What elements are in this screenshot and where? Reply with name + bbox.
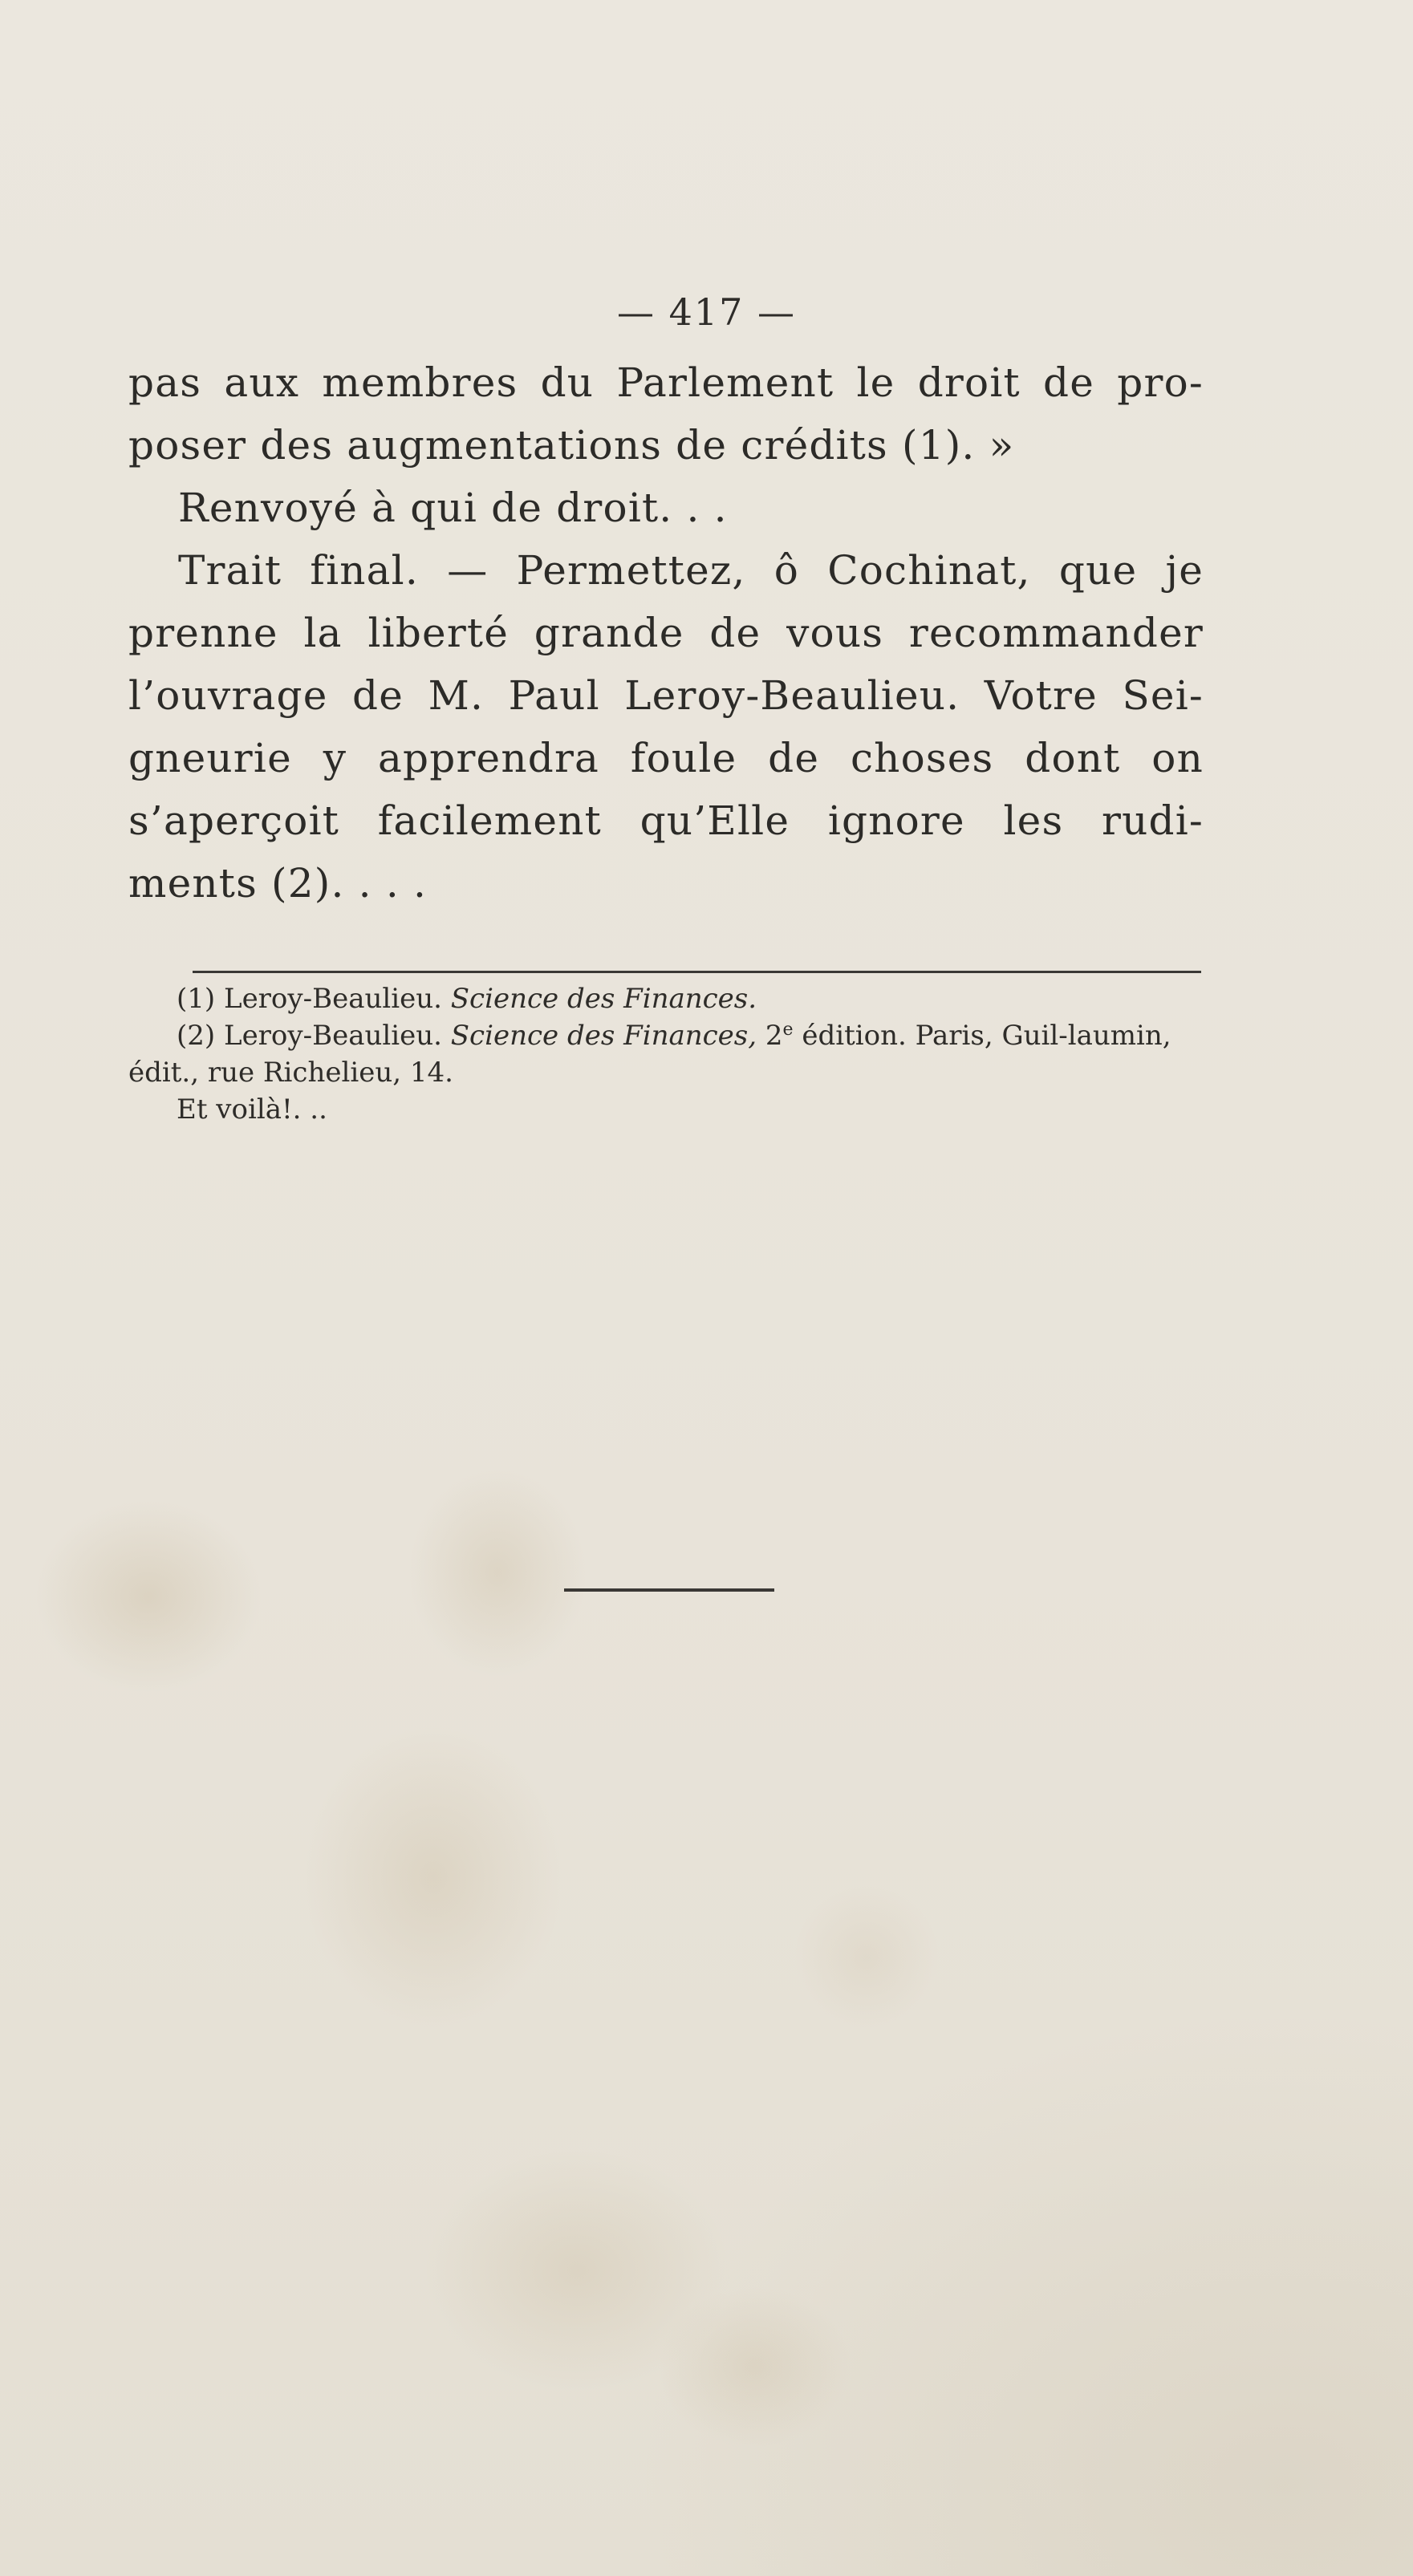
end-of-text-rule xyxy=(564,1588,774,1592)
footnotes xyxy=(128,980,1204,1128)
footnote-2-author: Leroy-Beaulieu. xyxy=(223,1020,442,1052)
footnote-2-edition-sup: e xyxy=(782,1020,794,1040)
footnote-2-rest: édition. Paris, Guil-laumin, édit., rue Richelieu, 14. xyxy=(128,1020,1171,1089)
paragraph-renvoye: Renvoyé à qui de droit. . . xyxy=(178,485,728,531)
footnote-1 xyxy=(128,980,1204,1017)
footnote-1-title: Science des Finances. xyxy=(450,983,757,1015)
paragraph-trait-final: Trait final. — Permettez, ô Cochinat, que je prenne la liberté grande de vous recommander l’ouvrage de M. Paul Leroy-Beaulieu. Votre Sei-gneurie y apprendra foule de choses dont on s’aperçoit facilement qu’Elle ignore les rudi-ments (2). . . . xyxy=(128,547,1204,907)
footnote-1-author: Leroy-Beaulieu. xyxy=(223,983,442,1015)
main-text xyxy=(128,351,1204,915)
footnote-2-title: Science des Finances, xyxy=(450,1020,757,1052)
closing-line: Et voilà!. .. xyxy=(177,1093,327,1126)
paragraph-parlement: pas aux membres du Parlement le droit de pro-poser des augmentations de crédits (1). » xyxy=(128,359,1204,469)
footnote-2 xyxy=(128,1017,1204,1091)
page-number: — 417 — xyxy=(616,290,797,334)
footnote-2-mark: (2) xyxy=(177,1020,216,1052)
footnote-1-mark: (1) xyxy=(177,983,216,1015)
footnote-divider xyxy=(193,971,1201,973)
footnote-2-edition-number: 2 xyxy=(765,1020,783,1052)
